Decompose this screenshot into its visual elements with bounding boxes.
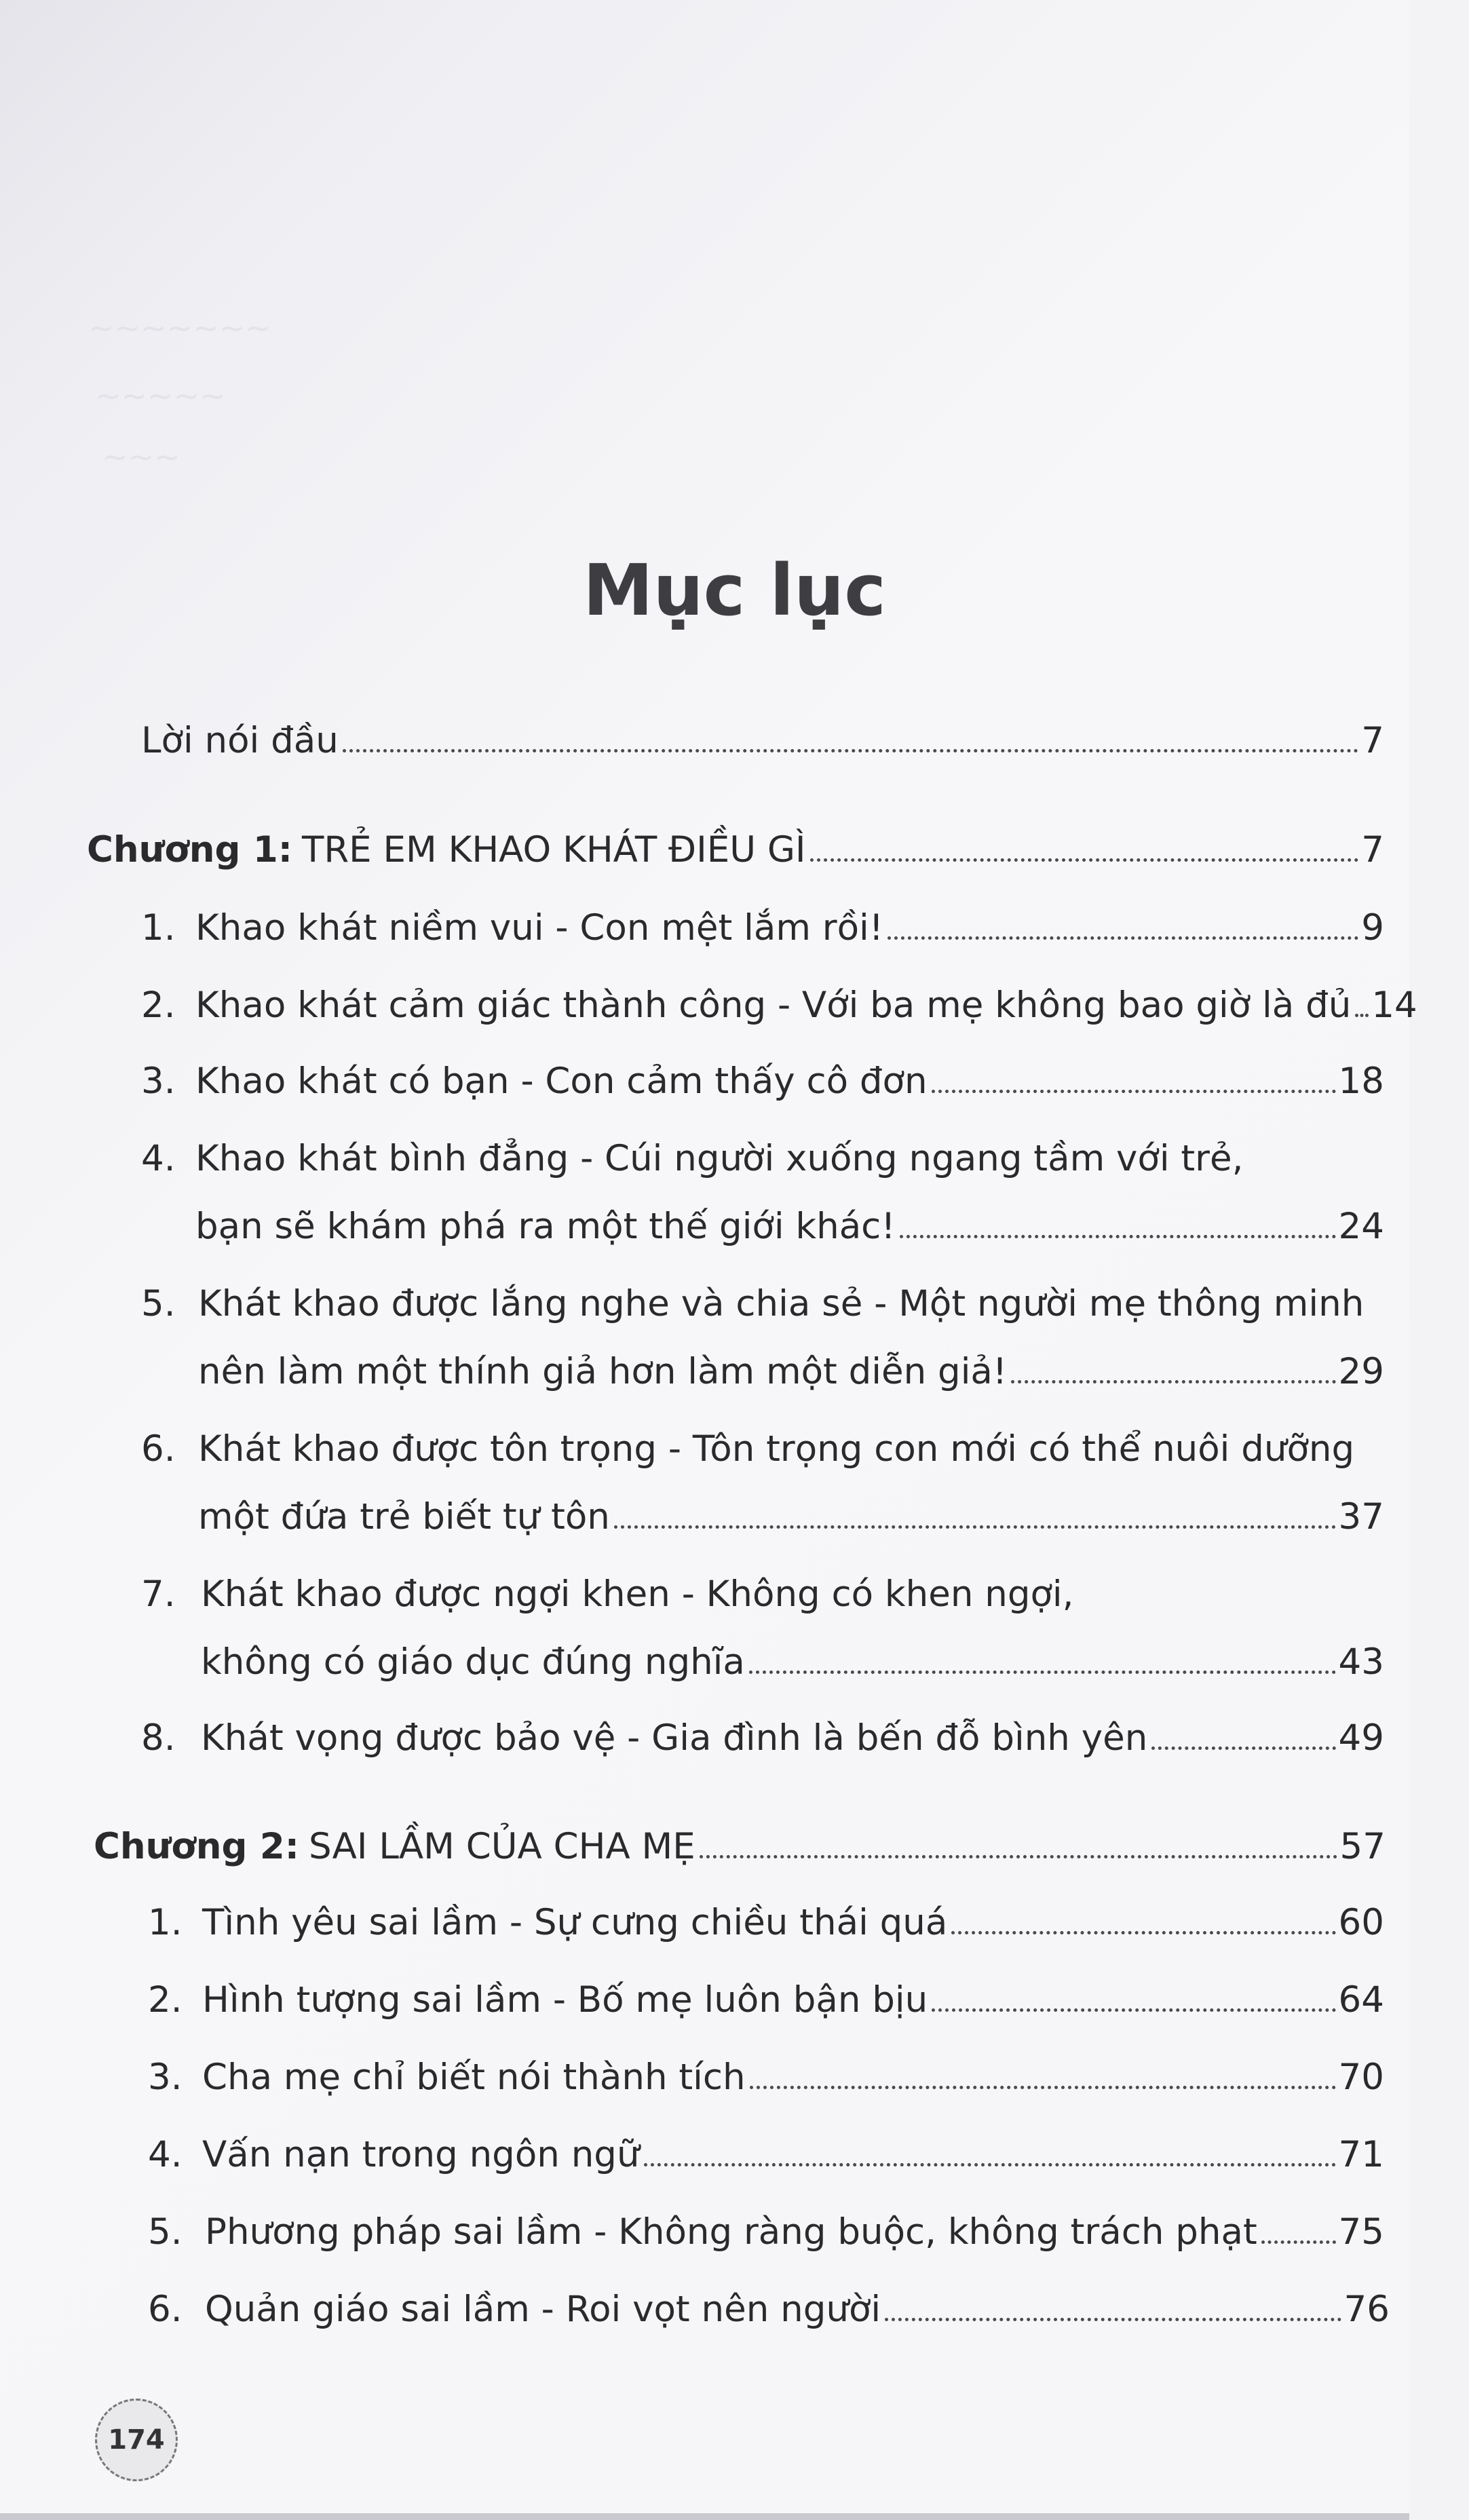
toc-page-number: 18: [1338, 1061, 1384, 1102]
toc-item-continuation[interactable]: [201, 1641, 1384, 1684]
item-title: Khát vọng được bảo vệ - Gia đình là bến đỗ bình yên: [201, 1717, 1148, 1759]
toc-page-number: 64: [1338, 1979, 1384, 2021]
item-number: 5.: [141, 1283, 176, 1324]
toc-item[interactable]: [148, 2288, 1390, 2331]
toc-item[interactable]: [148, 2133, 1384, 2177]
toc-item[interactable]: [148, 1979, 1384, 2022]
item-title-continued: bạn sẽ khám phá ra một thế giới khác!: [195, 1206, 896, 1247]
page-number-badge: [95, 2399, 178, 2481]
item-number: 7.: [141, 1573, 176, 1615]
toc-chapter-2[interactable]: [94, 1825, 1386, 1869]
dot-leader: [614, 1525, 1336, 1529]
item-title: Khao khát bình đẳng - Cúi người xuống ngang tầm với trẻ,: [195, 1138, 1244, 1179]
item-title: Hình tượng sai lầm - Bố mẹ luôn bận bịu: [202, 1979, 928, 2021]
toc-item-line[interactable]: [141, 1428, 1354, 1471]
toc-item[interactable]: [148, 1901, 1384, 1945]
toc-page-number: 9: [1361, 907, 1384, 949]
toc-item[interactable]: [148, 2211, 1384, 2254]
page-title: Mục lục: [583, 548, 886, 632]
page-number: 174: [108, 2424, 165, 2456]
item-title: Khao khát có bạn - Con cảm thấy cô đơn: [195, 1061, 928, 1102]
toc-item[interactable]: [141, 1060, 1384, 1103]
item-number: 1.: [148, 1902, 183, 1943]
chapter-title: TRẺ EM KHAO KHÁT ĐIỀU GÌ: [301, 829, 806, 871]
dot-leader: [644, 2163, 1336, 2166]
item-number: 1.: [141, 907, 176, 949]
item-number: 2.: [148, 1979, 183, 2021]
toc-item-continuation[interactable]: [195, 1205, 1384, 1248]
toc-entry-preface[interactable]: [141, 719, 1384, 763]
bleed-through-text: ~~~~~~~: [88, 309, 271, 346]
chapter-title: SAI LẦM CỦA CHA MẸ: [308, 1826, 695, 1867]
toc-page-number: 70: [1338, 2057, 1384, 2098]
item-title: Phương pháp sai lầm - Không ràng buộc, không trách phạt: [205, 2211, 1257, 2253]
toc-item-line[interactable]: [141, 1282, 1364, 1326]
bleed-through-text: ~~~~~: [95, 377, 226, 414]
dot-leader: [700, 1855, 1337, 1858]
toc-page-number: 14: [1371, 985, 1417, 1026]
dot-leader: [888, 936, 1358, 940]
toc-item[interactable]: [141, 1717, 1384, 1760]
item-number: 3.: [141, 1061, 176, 1102]
item-title: Khát khao được tôn trọng - Tôn trọng con mới có thể nuôi dưỡng: [198, 1428, 1355, 1470]
item-title: Khao khát niềm vui - Con mệt lắm rồi!: [195, 907, 883, 949]
toc-page-number: 71: [1338, 2134, 1384, 2175]
dot-leader: [1011, 1380, 1335, 1383]
dot-leader: [343, 749, 1358, 752]
toc-page-number: 76: [1343, 2289, 1390, 2330]
item-title-continued: không có giáo dục đúng nghĩa: [201, 1641, 745, 1683]
toc-page-number: 49: [1338, 1717, 1384, 1759]
item-number: 3.: [148, 2057, 183, 2098]
item-number: 6.: [148, 2289, 183, 2330]
item-number: 5.: [148, 2211, 183, 2253]
item-title: Vấn nạn trong ngôn ngữ: [202, 2134, 640, 2175]
item-title: Khát khao được ngợi khen - Không có khen ngợi,: [201, 1573, 1074, 1615]
item-title-continued: một đứa trẻ biết tự tôn: [198, 1496, 610, 1538]
toc-item-line[interactable]: [141, 1573, 1074, 1616]
item-title: Khao khát cảm giác thành công - Với ba mẹ không bao giờ là đủ: [195, 985, 1352, 1026]
toc-page-number: 24: [1338, 1206, 1384, 1247]
toc-page-number: 7: [1361, 720, 1384, 761]
dot-leader: [1261, 2240, 1336, 2244]
dot-leader: [951, 1931, 1335, 1934]
toc-item[interactable]: [141, 984, 1417, 1027]
item-title: Khát khao được lắng nghe và chia sẻ - Một người mẹ thông minh: [198, 1283, 1365, 1324]
toc-item-continuation[interactable]: [198, 1350, 1384, 1394]
dot-leader: [932, 2008, 1335, 2012]
toc-page-number: 57: [1339, 1826, 1386, 1867]
item-number: 8.: [141, 1717, 176, 1759]
dot-leader: [900, 1235, 1336, 1238]
dot-leader: [750, 2086, 1336, 2089]
toc-chapter-1[interactable]: [87, 828, 1384, 872]
chapter-prefix: Chương 2:: [94, 1826, 299, 1867]
bleed-through-text: ~~~: [102, 438, 180, 475]
item-title: Quản giáo sai lầm - Roi vọt nên người: [205, 2289, 881, 2330]
item-number: 4.: [141, 1138, 176, 1179]
dot-leader: [885, 2318, 1341, 2321]
toc-item-continuation[interactable]: [198, 1495, 1384, 1539]
dot-leader: [749, 1671, 1336, 1674]
item-title: Tình yêu sai lầm - Sự cưng chiều thái quá: [202, 1902, 948, 1943]
dot-leader: [932, 1090, 1336, 1093]
dot-leader: [1355, 1014, 1369, 1017]
toc-page-number: 29: [1338, 1351, 1384, 1392]
item-number: 2.: [141, 985, 176, 1026]
toc-page-number: 43: [1338, 1641, 1384, 1683]
dot-leader: [1151, 1746, 1335, 1750]
item-number: 6.: [141, 1428, 176, 1470]
toc-item[interactable]: [148, 2056, 1384, 2099]
item-title: Cha mẹ chỉ biết nói thành tích: [202, 2057, 746, 2098]
dot-leader: [810, 858, 1359, 862]
toc-page-number: 60: [1338, 1902, 1384, 1943]
toc-page-number: 37: [1338, 1496, 1384, 1538]
toc-item-line[interactable]: [141, 1137, 1243, 1181]
item-number: 4.: [148, 2134, 183, 2175]
toc-entry-label: Lời nói đầu: [141, 720, 339, 761]
item-title-continued: nên làm một thính giả hơn làm một diễn giả!: [198, 1351, 1008, 1392]
chapter-prefix: Chương 1:: [87, 829, 292, 871]
toc-item[interactable]: [141, 906, 1384, 950]
toc-page-number: 7: [1361, 829, 1384, 871]
page-bottom-edge: [0, 2513, 1409, 2520]
toc-page-number: 75: [1338, 2211, 1384, 2253]
